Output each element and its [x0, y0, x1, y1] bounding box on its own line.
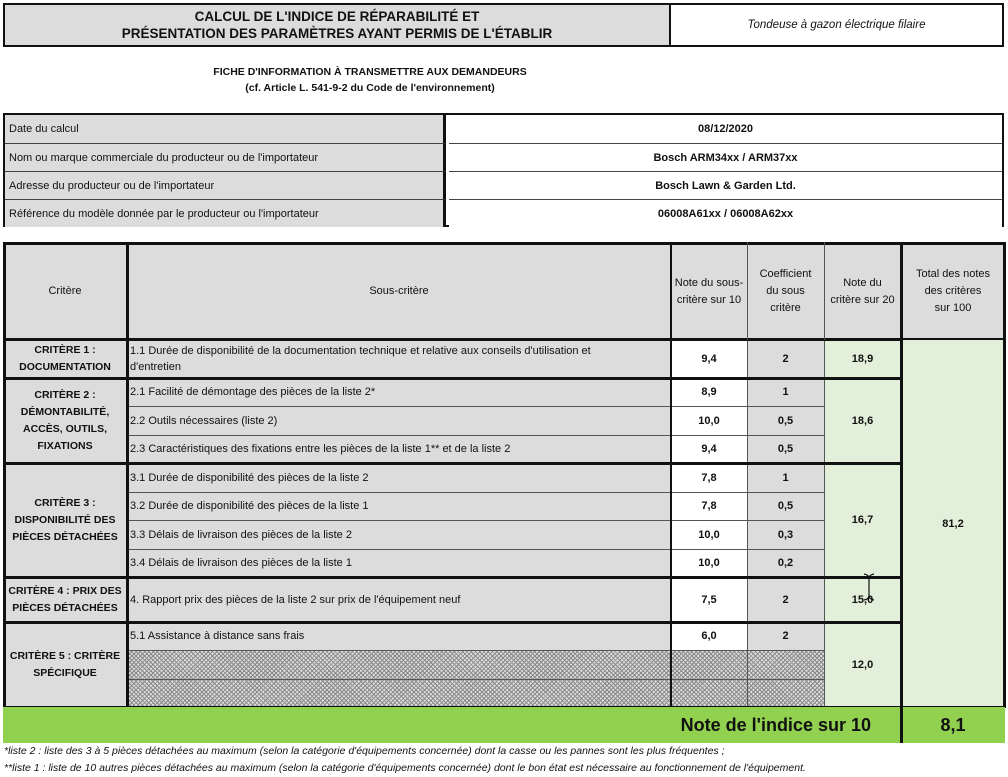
info-label: Référence du modèle donnée par le producteur ou l'importateur: [5, 199, 446, 227]
subcriterion-4: 4. Rapport prix des pièces de la liste 2 sur prix de l'équipement neuf: [127, 577, 671, 622]
criterion-2: [3, 378, 127, 463]
footnote-list-1: **liste 1 : liste de 10 autres pièces détachées au maximum (selon la catégorie d'équipements concernée) dont le bon état est nécessaire au fonctionnement de l'équipement.: [4, 762, 806, 774]
criterion-text: CRITÈRE 5 : CRITÈRE: [9, 649, 121, 662]
info-label: Date du calcul: [5, 115, 446, 143]
header-text: Note du sous-: [674, 276, 744, 289]
product-type: Tondeuse à gazon électrique filaire: [671, 3, 1004, 47]
final-divider: [900, 707, 903, 743]
i-beam-icon: [863, 573, 875, 601]
row-divider: [127, 549, 824, 550]
criterion-text: SPÉCIFIQUE: [33, 666, 97, 679]
row-divider: [127, 520, 824, 521]
header-note-critere: [824, 243, 901, 340]
info-row-address: [5, 171, 1002, 199]
row-divider: [127, 435, 824, 436]
criterion-text: CRITÈRE 1 :: [34, 344, 96, 356]
criterion-1: [3, 340, 127, 378]
header-text: des critères: [924, 285, 982, 297]
score-3-1: 7,8: [671, 463, 747, 492]
header-note-sous-critere: [671, 243, 747, 340]
subcriterion-3-2: 3.2 Durée de disponibilité des pièces de la liste 1: [127, 492, 671, 520]
border-criterion: [3, 576, 901, 579]
subcriterion-2-2: 2.2 Outils nécessaires (liste 2): [127, 406, 671, 435]
info-row-date: [5, 115, 1002, 143]
criterion-text: ACCÈS, OUTILS,: [22, 422, 107, 435]
score-3-4: 10,0: [671, 549, 747, 577]
subcriterion-5-1: 5.1 Assistance à distance sans frais: [127, 622, 671, 650]
score-2-2: 10,0: [671, 406, 747, 435]
border-criterion: [3, 621, 901, 624]
header-text: Total des notes: [916, 268, 990, 280]
score-5-1: 6,0: [671, 622, 747, 650]
border-criterion: [3, 377, 901, 380]
text-cursor-icon: [863, 573, 875, 604]
coef-3-3: 0,3: [747, 520, 824, 549]
header-text: critère sur 20: [830, 293, 895, 306]
info-label: Adresse du producteur ou de l'importateur: [5, 171, 446, 199]
info-sheet-heading: [100, 62, 640, 98]
col-divider: [747, 340, 748, 707]
criterion-text: PIÈCES DÉTACHÉES: [12, 530, 118, 543]
header-total: [901, 243, 1005, 340]
coef-2-3: 0,5: [747, 435, 824, 463]
criterion-note-3: 16,7: [824, 463, 901, 577]
coef-2-1: 1: [747, 378, 824, 406]
score-1-1: 9,4: [671, 340, 747, 378]
score-4: 7,5: [671, 577, 747, 622]
page-title: [3, 3, 671, 47]
col-divider: [747, 242, 748, 340]
border-right: [1003, 242, 1006, 708]
criterion-text: DOCUMENTATION: [19, 361, 111, 373]
score-2-3: 9,4: [671, 435, 747, 463]
final-index-label: Note de l'indice sur 10: [3, 707, 901, 743]
criterion-4: [3, 577, 127, 622]
total-score-100: 81,2: [901, 340, 1005, 707]
info-value: 08/12/2020: [449, 115, 1002, 143]
subcriterion-3-4: 3.4 Délais de livraison des pièces de la liste 1: [127, 549, 671, 577]
coef-2-2: 0,5: [747, 406, 824, 435]
header-critere: Critère: [3, 243, 127, 340]
score-3-2: 7,8: [671, 492, 747, 520]
subcriterion-3-1: 3.1 Durée de disponibilité des pièces de la liste 2: [127, 463, 671, 492]
row-divider: [127, 650, 824, 651]
score-3-3: 10,0: [671, 520, 747, 549]
title-line-2: PRÉSENTATION DES PARAMÈTRES AYANT PERMIS DE L'ÉTABLIR: [121, 26, 553, 41]
final-index-value: 8,1: [901, 707, 1005, 743]
criterion-text: DÉMONTABILITÉ,: [20, 405, 110, 418]
col-border: [900, 242, 903, 708]
info-row-brand: [5, 143, 1002, 171]
info-value: 06008A61xx / 06008A62xx: [449, 199, 1002, 228]
criterion-text: PIÈCES DÉTACHÉES: [12, 601, 118, 614]
header-coefficient: [747, 243, 824, 340]
header-text: du sous: [766, 285, 805, 297]
subcriterion-text: 1.1 Durée de disponibilité de la documentation technique et relative aux conseils d'utilisation et: [130, 345, 591, 357]
col-border: [126, 242, 129, 708]
border-top: [3, 242, 1005, 245]
border-header-bottom-total: [901, 338, 1005, 340]
criterion-text: CRITÈRE 2 :: [34, 388, 96, 401]
footnote-list-2: *liste 2 : liste des 3 à 5 pièces détachées au maximum (selon la catégorie d'équipements concernée) dont la casse ou les pannes sont les plus fréquentes ;: [4, 745, 725, 757]
row-divider: [127, 406, 824, 407]
criterion-note-5: 12,0: [824, 622, 901, 707]
header-text: Note du: [843, 276, 882, 289]
border-criterion: [3, 462, 901, 465]
score-2-1: 8,9: [671, 378, 747, 406]
coef-5-1: 2: [747, 622, 824, 650]
criterion-note-2: 18,6: [824, 378, 901, 463]
criterion-text: DISPONIBILITÉ DES: [14, 513, 116, 526]
info-label: Nom ou marque commerciale du producteur ou de l'importateur: [5, 143, 446, 171]
criterion-text: CRITÈRE 4 : PRIX DES: [8, 584, 122, 597]
header-text: Coefficient: [759, 268, 812, 280]
col-divider: [824, 242, 825, 340]
header-text: sur 100: [934, 302, 972, 314]
coef-1-1: 2: [747, 340, 824, 378]
header-text: critère: [770, 302, 801, 314]
criterion-note-1: 18,9: [824, 340, 901, 378]
info-value: Bosch ARM34xx / ARM37xx: [449, 143, 1002, 172]
row-divider: [127, 492, 824, 493]
criterion-note-4: 15,0: [824, 577, 901, 622]
criterion-text: CRITÈRE 3 :: [34, 496, 96, 509]
coef-3-1: 1: [747, 463, 824, 492]
subcriterion-3-3: 3.3 Délais de livraison des pièces de la liste 2: [127, 520, 671, 549]
coef-3-2: 0,5: [747, 492, 824, 520]
row-divider: [127, 679, 824, 680]
subcriterion-2-1: 2.1 Facilité de démontage des pièces de la liste 2*: [127, 378, 671, 406]
col-border: [670, 242, 672, 708]
coef-4: 2: [747, 577, 824, 622]
criterion-5: [3, 622, 127, 707]
header-sous-critere: Sous-critère: [127, 243, 671, 340]
subheading-line-2: (cf. Article L. 541-9-2 du Code de l'environnement): [245, 82, 495, 94]
subcriterion-2-3: 2.3 Caractéristiques des fixations entre les pièces de la liste 1** et de la liste 2: [127, 435, 671, 463]
coef-3-4: 0,2: [747, 549, 824, 577]
info-value: Bosch Lawn & Garden Ltd.: [449, 171, 1002, 200]
subcriterion-1-1: [127, 340, 671, 378]
criterion-text: FIXATIONS: [37, 439, 93, 452]
info-row-reference: [5, 199, 1002, 227]
header-text: critère sur 10: [676, 293, 742, 306]
criterion-3: [3, 463, 127, 577]
border-left: [3, 242, 6, 708]
border-header-bottom: [3, 338, 901, 341]
subcriterion-text: d'entretien: [130, 361, 182, 373]
col-divider: [824, 340, 825, 707]
producer-info-table: [3, 113, 1004, 227]
subheading-line-1: FICHE D'INFORMATION À TRANSMETTRE AUX DEMANDEURS: [213, 66, 527, 78]
title-line-1: CALCUL DE L'INDICE DE RÉPARABILITÉ ET: [194, 9, 480, 24]
